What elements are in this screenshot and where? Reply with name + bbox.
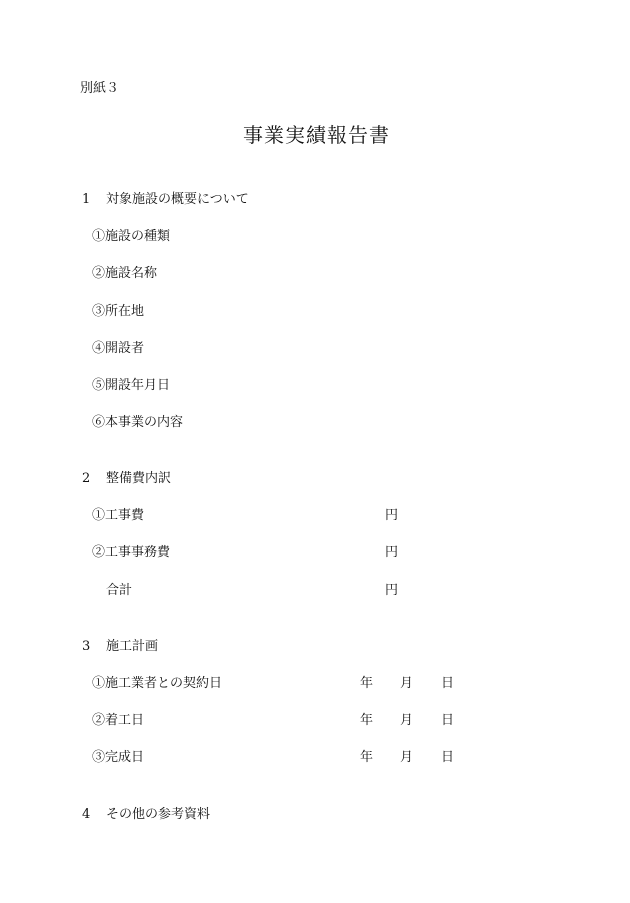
cost-admin-label: ②工事事務費 xyxy=(92,545,171,560)
schedule-start-month: 月 xyxy=(400,713,414,728)
section-4-number: 4 xyxy=(82,807,91,822)
section-1-item-opening-date: ⑤開設年月日 xyxy=(92,378,171,393)
annex-label: 別紙３ xyxy=(80,81,120,96)
cost-construction-label: ①工事費 xyxy=(92,508,145,523)
section-1-item-location: ③所在地 xyxy=(92,304,145,319)
section-1-number: 1 xyxy=(82,192,91,207)
section-1-item-facility-type: ①施設の種類 xyxy=(92,229,171,244)
section-1-item-founder: ④開設者 xyxy=(92,341,145,356)
section-2-number: 2 xyxy=(82,471,91,486)
schedule-complete-day: 日 xyxy=(441,750,455,765)
schedule-contract-year: 年 xyxy=(360,676,374,691)
schedule-contract-day: 日 xyxy=(441,676,455,691)
section-1-heading: 対象施設の概要について xyxy=(106,192,249,207)
schedule-complete-month: 月 xyxy=(400,750,414,765)
schedule-contract-month: 月 xyxy=(400,676,414,691)
section-1-item-facility-name: ②施設名称 xyxy=(92,266,158,281)
schedule-contract-label: ①施工業者との契約日 xyxy=(92,676,223,691)
section-2-heading: 整備費内訳 xyxy=(106,471,172,486)
schedule-start-label: ②着工日 xyxy=(92,713,145,728)
cost-admin-unit: 円 xyxy=(385,545,399,560)
cost-total-label: 合計 xyxy=(106,583,133,598)
schedule-start-day: 日 xyxy=(441,713,455,728)
section-3-number: 3 xyxy=(82,639,91,654)
cost-total-unit: 円 xyxy=(385,583,399,598)
schedule-complete-label: ③完成日 xyxy=(92,750,145,765)
section-3-heading: 施工計画 xyxy=(106,639,159,654)
schedule-complete-year: 年 xyxy=(360,750,374,765)
section-4-heading: その他の参考資料 xyxy=(106,807,211,822)
schedule-start-year: 年 xyxy=(360,713,374,728)
cost-construction-unit: 円 xyxy=(385,508,399,523)
section-1-item-project-content: ⑥本事業の内容 xyxy=(92,415,184,430)
page-title: 事業実績報告書 xyxy=(243,123,390,147)
